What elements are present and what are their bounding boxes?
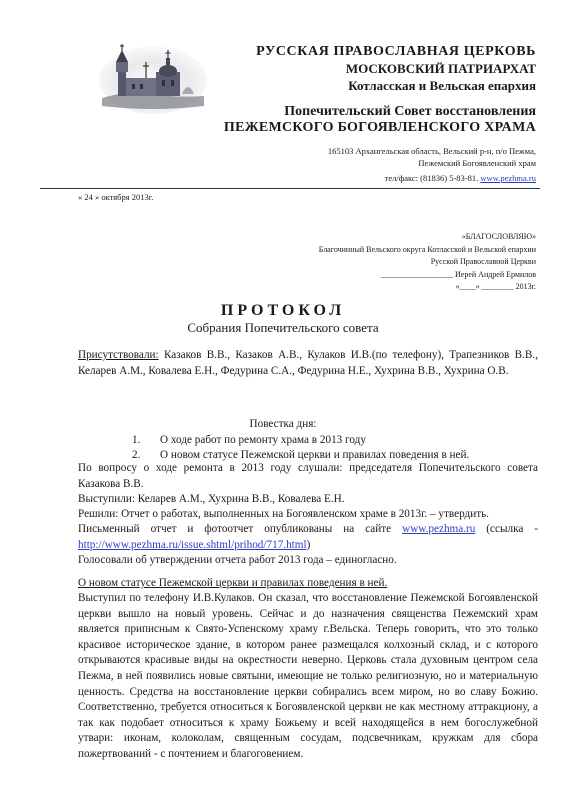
blessing-date: «____» ________ 2013г.: [455, 282, 536, 291]
website-link[interactable]: www.pezhma.ru: [480, 173, 536, 183]
attendees-label: Присутствовали:: [78, 349, 159, 361]
agenda-heading: Повестка дня:: [249, 418, 317, 430]
document-subtitle: Собрания Попечительского совета: [187, 320, 379, 335]
report-link[interactable]: http://www.pezhma.ru/issue.shtml/prihod/717.html: [78, 538, 307, 551]
attendees-paragraph: [78, 348, 538, 379]
agenda-item: 1. О ходе работ по ремонту храма в 2013 году: [132, 434, 366, 446]
blessing-block: [319, 231, 536, 294]
header-divider: [40, 188, 540, 189]
section2-heading: О новом статусе Пежемской церкви и правилах поведения в ней.: [78, 577, 388, 589]
attendees-list: Казаков В.В., Казаков А.В., Кулаков И.В.(по телефону), Трапезников В.В., Келарев А.М., Ковалева Е.Н., Федурина С.А., Федурина Н.Е., Хухрина В.В., Хухрина О.В.: [78, 349, 538, 377]
document-date: « 24 » октября 2013г.: [78, 192, 154, 202]
council-name-line2: ПЕЖЕМСКОГО БОГОЯВЛЕНСКОГО ХРАМА: [223, 120, 536, 135]
address-line2: Пежемский Богоявленский храм: [418, 158, 536, 168]
section1-decided: Решили: Отчет о работах, выполненных на Богоявленском храме в 2013г. – утвердить.: [78, 508, 489, 520]
site-link[interactable]: www.pezhma.ru: [402, 523, 476, 535]
blessing-line2: Благочинный Вельского округа Котласской и Вельской епархии: [318, 244, 536, 254]
agenda-item: 2. О новом статусе Пежемской церкви и правилах поведения в ней.: [132, 449, 470, 461]
patriarchate-name: МОСКОВСКИЙ ПАТРИАРХАТ: [345, 61, 536, 76]
document-title: ПРОТОКОЛ: [220, 302, 346, 319]
section1-published: Письменный отчет и фотоотчет опубликованы на сайте www.pezhma.ru (ссылка - http://www.pezhma.ru/issue.shtml/prihod/717.html): [78, 523, 538, 551]
council-name-line1: Попечительский Совет восстановления: [284, 104, 536, 119]
diocese-name: Котласская и Вельская епархия: [348, 78, 536, 93]
blessing-line3: Русской Православной Церкви: [430, 257, 536, 266]
church-logo: [98, 42, 208, 114]
section1-heard: По вопросу о ходе ремонта в 2013 году слушали: председателя Попечительского совета Казакова В.В.: [78, 462, 538, 490]
phone-text: тел/факс: (81836) 5-83-81.: [384, 173, 479, 183]
contact-line: [385, 173, 536, 183]
blessing-signature: __________________ Иерей Андрей Ермилов: [381, 269, 536, 279]
agenda-list: [132, 433, 469, 463]
church-name: РУССКАЯ ПРАВОСЛАВНАЯ ЦЕРКОВЬ: [256, 44, 536, 59]
section2-body: Выступил по телефону И.В.Кулаков. Он сказал, что восстановление Пежемской Богоявленской церкви вышло на новый уровень. Сейчас и до назначения священства Пежемский храм является приписным к Свято-Успенскому храму г.Вельска. Теперь говорить, что это только красивое историческое здание, в котором ранее размещался колхозный склад, и с которого открываются красивые виды на окрестности неверно. Церковь стала духовным центром села Пежма, в ней появились новые святыни, имеющие не только религиозную, но и материальную ценность. Средства на восстановление церкви собирались всем миром, но во славу Божию. Соответственно, требуется относиться к Богоявленской церкви не как местному аттракциону, а так как подобает относиться к храму Божьему и всей находящейся в нем богослужебной утвари: иконам, колоколам, священным сосудам, подсвечникам, кружкам для сбора пожертвований - с почтением и благоговением.: [78, 592, 538, 760]
section1-spoke: Выступили: Келарев А.М., Хухрина В.В., Ковалева Е.Н.: [78, 493, 345, 505]
blessing-line1: «БЛАГОСЛОВЛЯЮ»: [461, 232, 536, 241]
address-line1: 165103 Архангельская область, Вельский р-н, п/о Пежма,: [327, 146, 536, 156]
section1-vote: Голосовали об утверждении отчета работ 2013 года – единогласно.: [78, 554, 397, 566]
